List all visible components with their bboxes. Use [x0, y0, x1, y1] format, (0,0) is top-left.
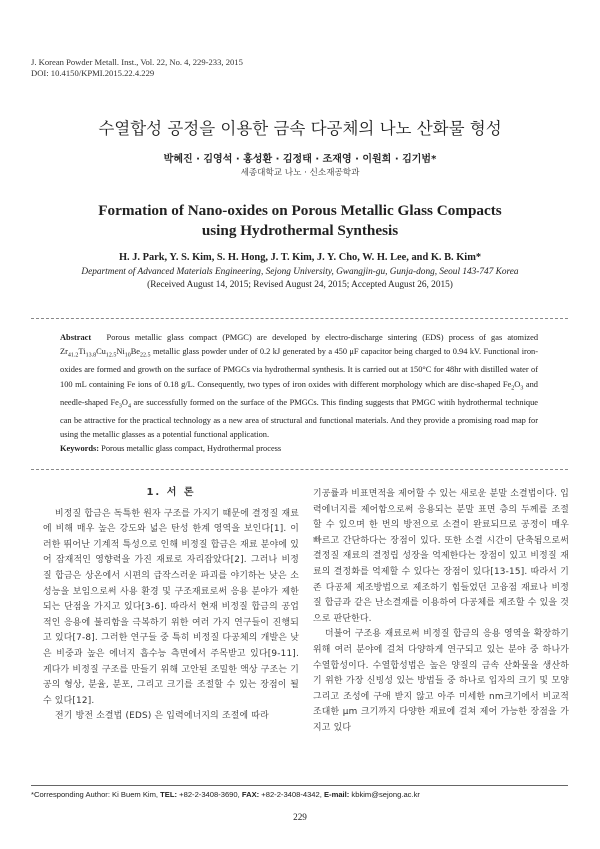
abstract-text-4: and needle-shaped Fe	[60, 379, 538, 407]
keywords-label: Keywords:	[60, 444, 100, 453]
left-paragraph-1: 비정질 합금은 독특한 원자 구조를 가지기 때문에 결정질 재료에 비해 매우 높은 강도와 넓은 탄성 한계 영역을 보인다[1]. 이러한 뛰어난 기계적 특성으로 인해 비정질 합금은 재료 분야에 있어 잠재적인 영향력을 가진 재료로 자리잡았다[2]. 그러나 비정질 합금은 상온에서 시편의 급작스러운 파괴를 야기하는 낮은 소성능을 보임으로써 사용 환경 및 구조재료로써 응용 분야가 제한되는 단점을 가지고 있다[3-6]. 따라서 현재 비정질 합금의 공업적인 응용에 불리함을 극복하기 위한 여러 가지 연구들이 진행되고 있다[7-8]. 그러한 연구들 중 특히 비정질 다공체의 개발은 낮은 비중과 높은 에너지 흡수능 측면에서 주목받고 있다[9-11]. 게다가 비정질 구조를 만들기 위해 고안된 조밀한 액상 구조는 기공의 형상, 분율, 분포, 그리고 크기를 조절할 수 있는 장점이 될 수 있다[12].	[43, 508, 299, 706]
abstract: Abstract Porous metallic glass compact (PMGC) are developed by electro-discharge sintering (EDS) process of gas atomized $Zr_{41.2}Ti_{13.8}Cu_{12.5}Ni_{10}Be_{22.5}$ metallic glass powder under of 0.2 kJ generated by a 450 μF capacitor being charged to 0.94 kV. Functional iron-oxides are formed and growth on the surface of PMGCs via hydrothermal synthesis. It is carried out at 150°C for 48hr with distilled water of 100 mL containing Fe ions of 0.18 g/L. Consequently, two types of iron oxides with different morphology which are disc-shaped $Fe_2O_3$ and needle-shaped $Fe_3O_4$ are successfully formed on the surface of the PMGCs. This finding suggests that PMGC witih hydrothermal technique can be attractive for the practical technology as a new area of structural and functional materials. And they provide a promising road map for using the metallic glasses as a potential functional application.	[60, 333, 539, 439]
right-paragraph-1: 기공률과 비표면적을 제어할 수 있는 새로운 분말 소결법이다. 입력에너지를 제어함으로써 응용되는 분말 표면 층의 두께를 조절할 수 있으며 한 번의 방전으로 소결이 완료되므로 공정이 매우 빠르고 간단하다는 장점이 있다. 또한 소결 시간이 단축됨으로써 결정질 재료의 결정립 성장을 억제한다는 장점이 있고 비정질 재료의 결정화를 억제할 수 있다는 장점이 있다[13-15]. 따라서 기존 다공체 제조방법으로 제조하기 힘들었던 고융점 재료나 비정질 합금과 같은 난소결재를 이용하여 다공체를 제조할 수 있을 것으로 판단한다.	[313, 489, 569, 624]
english-title	[0, 201, 600, 241]
english-title-line1: Formation of Nano-oxides on Porous Metallic Glass Compacts	[98, 202, 502, 219]
footnote-fax-label: FAX:	[241, 790, 260, 799]
received-dates: (Received August 14, 2015; Revised August 24, 2015; Accepted August 26, 2015)	[147, 280, 453, 290]
abstract-label: Abstract	[60, 333, 92, 342]
keywords-text: Porous metallic glass compact, Hydrothermal process	[99, 444, 282, 453]
footnote-email[interactable]: kbkim@sejong.ac.kr	[349, 790, 420, 799]
right-column	[313, 487, 569, 737]
abstract-text-1: Porous metallic glass compact (PMGC) are developed by electro-discharge sintering (EDS) process of gas atomized	[106, 333, 539, 342]
footnote-lead: *Corresponding Author: Ki Buem Kim,	[31, 790, 161, 799]
english-affiliation: Department of Advanced Materials Engineering, Sejong University, Gwangjin-gu, Gunja-dong, Seoul 143-747 Korea	[81, 267, 519, 277]
keywords	[60, 444, 538, 453]
abstract-text-3: O	[514, 379, 521, 389]
abstract-text-6: are successfully formed on the surface of the PMGCs. This finding suggests that PMGC witih hydrothermal technique can be attractive for the practical technology as a new area of structural and functional materials. And they provide a promising road map for using the metallic glasses as a potential functional application.	[60, 397, 538, 439]
korean-affiliation: 세종대학교 나노 · 신소재공학과	[240, 168, 360, 178]
page-number: 229	[293, 812, 307, 822]
footnote-tel: +82-2-3408-3690,	[177, 790, 242, 799]
korean-title: 수열합성 공정을 이용한 금속 다공체의 나노 산화물 형성	[98, 119, 502, 138]
english-authors: H. J. Park, Y. S. Kim, S. H. Hong, J. T. Kim, J. Y. Cho, W. H. Lee, and K. B. Kim*	[118, 252, 482, 263]
journal-doi: DOI: 10.4150/KPMI.2015.22.4.229	[31, 68, 155, 78]
korean-authors: 박혜진 · 김영석 · 홍성환 · 김정태 · 조재영 · 이원희 · 김기범*	[163, 154, 437, 165]
right-paragraph-2: 더불어 구조용 재료로써 비정질 합금의 응용 영역을 확장하기 위해 여러 분야에 걸쳐 다양하게 연구되고 있는 분야 중 하나가 수열합성이다. 수열합성법은 높은 양질의 금속 산화물을 생산하기 위한 가장 신빙성 있는 방법들 중 하나로 입자의 크기 및 모양 그리고 조성에 구애 받지 않고 아주 미세한 nm크기에서 비교적 조대한 μm 크기까지 다양한 재료에 걸쳐 제어 가능한 장점을 가지고 있다	[313, 629, 569, 733]
abstract-bottom-divider	[31, 469, 568, 470]
section-heading: 1. 서 론	[146, 487, 196, 498]
abstract-text-5: O	[121, 397, 128, 407]
left-paragraph-2: 전기 방전 소결법 (EDS) 은 입력에너지의 조절에 따라	[55, 711, 269, 722]
footnote-fax: +82-2-3408-4342,	[259, 790, 324, 799]
left-column	[43, 485, 299, 725]
abstract-top-divider	[31, 318, 568, 319]
english-title-line2: using Hydrothermal Synthesis	[201, 222, 399, 239]
footnote-tel-label: TEL:	[160, 790, 178, 799]
footnote-email-label: E-mail:	[323, 790, 350, 799]
abstract-formula: $Zr_{41.2}Ti_{13.8}Cu_{12.5}Ni_{10}Be_{22.5}$	[60, 347, 151, 359]
journal-citation: J. Korean Powder Metall. Inst., Vol. 22, No. 4, 229-233, 2015	[31, 57, 243, 67]
corresponding-author-footnote	[31, 790, 420, 799]
footnote-divider	[31, 785, 568, 786]
journal-header	[31, 57, 243, 79]
abstract-text-2: metallic glass powder under of 0.2 kJ generated by a 450 μF capacitor being charged to 0.94 kV. Functional iron-oxides are formed and growth on the surface of PMGCs via hydrothermal synthesis. It is carried out at 150°C for 48hr with distilled water of 100 mL containing Fe ions of 0.18 g/L. Consequently, two types of iron oxides with different morphology which are disc-shaped Fe	[60, 347, 539, 389]
